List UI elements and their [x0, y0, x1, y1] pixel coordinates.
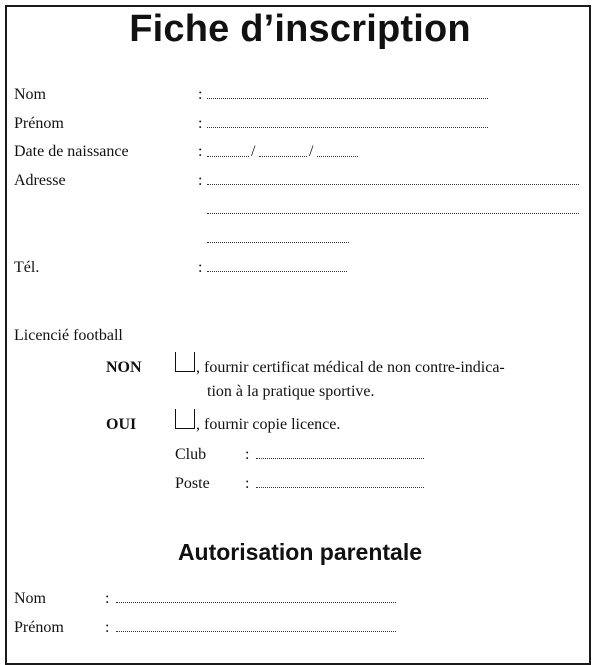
oui-label: OUI — [106, 416, 137, 433]
adresse-label: Adresse — [14, 172, 66, 189]
club-colon: : — [245, 446, 250, 463]
parent-prenom-colon: : — [105, 619, 110, 636]
tel-field[interactable] — [207, 271, 347, 272]
adresse-colon: : — [198, 172, 203, 189]
parent-prenom-label: Prénom — [14, 619, 64, 636]
parent-nom-colon: : — [105, 590, 110, 607]
licence-label: Licencié football — [14, 327, 123, 344]
poste-colon: : — [245, 475, 250, 492]
prenom-field[interactable] — [207, 127, 488, 128]
tel-colon: : — [198, 259, 203, 276]
non-text-line-2: tion à la pratique sportive. — [207, 383, 375, 400]
form-title: Fiche d’inscription — [129, 8, 471, 50]
adresse-line-2[interactable] — [207, 213, 579, 214]
poste-field[interactable] — [256, 487, 424, 488]
birth-day-field[interactable] — [207, 156, 249, 157]
naissance-colon: : — [198, 143, 203, 160]
non-label: NON — [106, 359, 142, 376]
nom-field[interactable] — [207, 98, 488, 99]
tel-label: Tél. — [14, 259, 40, 276]
prenom-colon: : — [198, 115, 203, 132]
non-checkbox[interactable] — [175, 352, 195, 372]
club-field[interactable] — [256, 458, 424, 459]
parent-nom-field[interactable] — [116, 602, 396, 603]
poste-label: Poste — [175, 475, 210, 492]
birth-slash-1: / — [251, 143, 256, 160]
parental-section-title: Autorisation parentale — [177, 539, 423, 565]
oui-text: , fournir copie licence. — [196, 416, 341, 433]
naissance-label: Date de naissance — [14, 143, 129, 160]
non-text-line-1: , fournir certificat médical de non contre-indica- — [196, 359, 505, 376]
parent-nom-label: Nom — [14, 590, 46, 607]
nom-colon: : — [198, 86, 203, 103]
adresse-line-1[interactable] — [207, 184, 579, 185]
oui-checkbox[interactable] — [175, 409, 195, 429]
birth-month-field[interactable] — [259, 156, 307, 157]
prenom-label: Prénom — [14, 115, 64, 132]
nom-label: Nom — [14, 86, 46, 103]
adresse-line-3[interactable] — [207, 242, 349, 243]
birth-slash-2: / — [309, 143, 314, 160]
club-label: Club — [175, 446, 207, 463]
parent-prenom-field[interactable] — [116, 631, 396, 632]
birth-year-field[interactable] — [317, 156, 358, 157]
